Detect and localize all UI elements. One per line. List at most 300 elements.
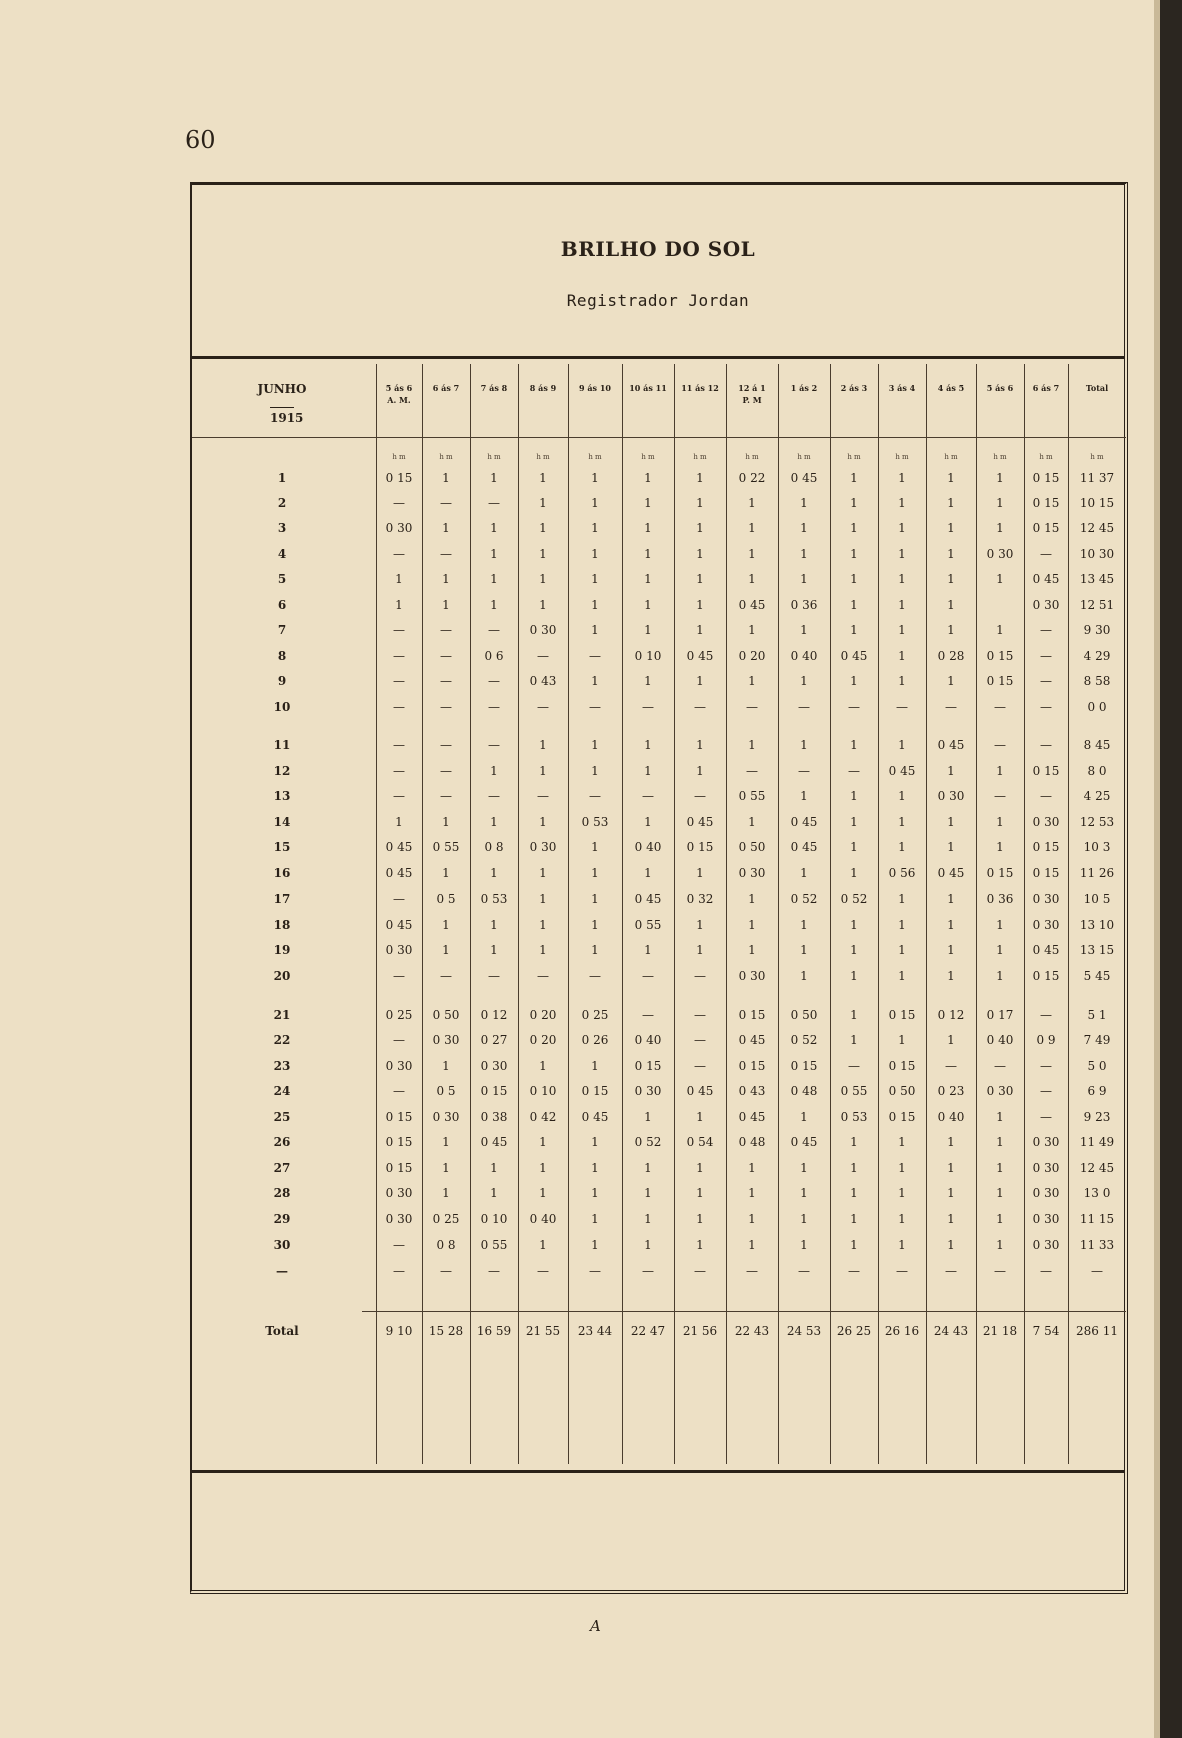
table-cell: 0 30 (385, 521, 413, 535)
table-cell: — (537, 649, 549, 663)
table-cell: 0 32 (686, 892, 714, 906)
table-cell: 1 (947, 674, 955, 688)
table-cell: 1 (996, 969, 1004, 983)
table-cell: 0 40 (937, 1110, 965, 1124)
table-cell: 1 (591, 1059, 599, 1073)
table-cell: — (994, 738, 1006, 752)
table-cell: 1 (490, 943, 498, 957)
table-cell: — (945, 1059, 957, 1073)
table-cell: 5 1 (1087, 1008, 1107, 1022)
table-cell: — (642, 1264, 654, 1278)
table-cell: 0 45 (937, 866, 965, 880)
table-cell: 0 12 (480, 1008, 508, 1022)
table-cell: 1 (850, 547, 858, 561)
table-cell: 1 (996, 471, 1004, 485)
table-cell: 1 (996, 1186, 1004, 1200)
column-header-15: Total (1085, 383, 1109, 393)
table-cell: — (694, 1264, 706, 1278)
table-frame (190, 182, 1128, 1594)
table-cell: 1 (850, 1186, 858, 1200)
table-cell: 1 (800, 1110, 808, 1124)
table-cell: — (440, 547, 452, 561)
table-cell: 0 0 (1087, 700, 1107, 714)
table-cell: 0 15 (385, 1135, 413, 1149)
column-header-2: 6 ás 7 (432, 383, 460, 393)
table-cell: 1 (748, 674, 756, 688)
column-header-9: 1 ás 2 (790, 383, 818, 393)
total-cell: 9 10 (385, 1324, 413, 1338)
table-cell: — (537, 969, 549, 983)
table-cell: 1 (539, 866, 547, 880)
table-cell: 1 (696, 521, 704, 535)
table-cell: 0 45 (937, 738, 965, 752)
year-label: 1915 (270, 407, 294, 426)
table-cell: 1 (850, 969, 858, 983)
unit-label: h m (1090, 453, 1104, 461)
table-cell: 1 (898, 1212, 906, 1226)
table-cell: 1 (748, 1161, 756, 1175)
table-cell: — (393, 496, 405, 510)
table-cell: 1 (591, 943, 599, 957)
table-cell: 0 45 (1032, 943, 1060, 957)
table-cell: 0 30 (1032, 1161, 1060, 1175)
table-cell: 1 (996, 918, 1004, 932)
table-cell: — (488, 1264, 500, 1278)
table-cell: 0 42 (529, 1110, 557, 1124)
table-cell: 1 (644, 1238, 652, 1252)
table-cell: 0 45 (840, 649, 868, 663)
table-cell: 1 (996, 840, 1004, 854)
table-cell: — (694, 969, 706, 983)
table-cell: 1 (947, 918, 955, 932)
table-cell: 1 (442, 1161, 450, 1175)
table-cell: 1 (947, 572, 955, 586)
table-cell: 1 (644, 496, 652, 510)
table-cell: 0 52 (840, 892, 868, 906)
table-cell: 1 (696, 496, 704, 510)
table-cell: 6 9 (1087, 1084, 1107, 1098)
month-label: JUNHO (257, 382, 307, 396)
table-cell: 1 (800, 547, 808, 561)
table-cell: 11 49 (1079, 1135, 1115, 1149)
table-cell: 1 (442, 1186, 450, 1200)
table-cell: 1 (947, 1033, 955, 1047)
table-cell: 1 (644, 471, 652, 485)
table-cell: 1 (748, 1212, 756, 1226)
table-cell: 0 30 (634, 1084, 662, 1098)
table-cell: 8 0 (1087, 764, 1107, 778)
table-cell: — (393, 547, 405, 561)
table-cell: 1 (490, 598, 498, 612)
table-cell: — (694, 789, 706, 803)
table-cell: — (642, 789, 654, 803)
table-cell: 1 (898, 471, 906, 485)
table-cell: 1 (800, 789, 808, 803)
day-label: 10 (273, 700, 291, 714)
table-cell: — (798, 764, 810, 778)
table-cell: 13 15 (1079, 943, 1115, 957)
table-cell: — (589, 789, 601, 803)
table-cell: 1 (539, 598, 547, 612)
table-cell: 0 22 (738, 471, 766, 485)
table-cell: 1 (644, 572, 652, 586)
table-cell: 1 (696, 1110, 704, 1124)
table-cell: 0 45 (888, 764, 916, 778)
day-label: 1 (277, 471, 287, 485)
table-cell: 0 52 (634, 1135, 662, 1149)
table-cell: 1 (947, 623, 955, 637)
table-cell: — (488, 496, 500, 510)
table-cell: 1 (996, 764, 1004, 778)
table-cell: 0 27 (480, 1033, 508, 1047)
table-cell: — (994, 1264, 1006, 1278)
table-cell: 0 45 (738, 1033, 766, 1047)
table-cell: 12 51 (1079, 598, 1115, 612)
table-cell: 0 15 (1032, 521, 1060, 535)
table-cell: 1 (748, 496, 756, 510)
day-label: 7 (277, 623, 287, 637)
table-cell: 1 (644, 738, 652, 752)
table-cell: 0 15 (738, 1008, 766, 1022)
table-cell: 1 (539, 815, 547, 829)
table-cell: 1 (850, 598, 858, 612)
table-cell: — (896, 700, 908, 714)
table-cell: — (848, 1059, 860, 1073)
table-cell: 1 (644, 764, 652, 778)
table-cell: 1 (490, 547, 498, 561)
table-cell: — (393, 892, 405, 906)
table-cell: 1 (591, 623, 599, 637)
table-cell: 0 15 (888, 1008, 916, 1022)
table-cell: 0 43 (529, 674, 557, 688)
day-label: 15 (273, 840, 291, 854)
total-cell: 23 44 (577, 1324, 613, 1338)
table-cell: 0 15 (986, 866, 1014, 880)
table-cell: 1 (696, 674, 704, 688)
day-label: 24 (273, 1084, 291, 1098)
table-cell: 1 (800, 1161, 808, 1175)
table-cell: 1 (591, 471, 599, 485)
table-cell: 0 45 (686, 649, 714, 663)
table-cell: 1 (800, 496, 808, 510)
table-cell: 1 (996, 496, 1004, 510)
table-cell: 7 49 (1083, 1033, 1111, 1047)
table-cell: 4 29 (1083, 649, 1111, 663)
table-cell: 1 (996, 623, 1004, 637)
table-cell: 0 30 (986, 1084, 1014, 1098)
table-cell: 1 (442, 918, 450, 932)
table-cell: 0 30 (385, 1059, 413, 1073)
table-cell: — (1040, 1264, 1052, 1278)
table-cell: 10 3 (1083, 840, 1111, 854)
table-cell: — (896, 1264, 908, 1278)
table-cell: 1 (850, 1033, 858, 1047)
table-cell: 1 (748, 738, 756, 752)
table-cell: — (848, 700, 860, 714)
table-cell: 1 (850, 815, 858, 829)
table-cell: — (393, 1264, 405, 1278)
total-cell: 22 43 (734, 1324, 770, 1338)
table-cell: 0 25 (385, 1008, 413, 1022)
table-cell: 1 (748, 1186, 756, 1200)
column-header-1: 5 ás 6 (385, 383, 413, 393)
sunshine-table (192, 185, 1128, 1465)
table-cell: 0 10 (634, 649, 662, 663)
table-cell: 0 45 (634, 892, 662, 906)
table-cell: 1 (591, 866, 599, 880)
table-cell: 1 (644, 547, 652, 561)
table-cell: 1 (947, 815, 955, 829)
table-cell: 1 (947, 547, 955, 561)
table-cell: 0 15 (888, 1059, 916, 1073)
page-subtitle: Registrador Jordan (566, 291, 750, 310)
table-cell: 1 (947, 1212, 955, 1226)
table-cell: 1 (696, 547, 704, 561)
table-cell: 1 (947, 943, 955, 957)
table-cell: 0 15 (1032, 969, 1060, 983)
table-cell: 10 30 (1079, 547, 1115, 561)
page-title: BRILHO DO SOL (560, 237, 756, 261)
table-cell: 0 30 (385, 943, 413, 957)
day-label: 3 (277, 521, 287, 535)
table-cell: 0 53 (581, 815, 609, 829)
table-cell: — (537, 1264, 549, 1278)
table-cell: 0 30 (738, 969, 766, 983)
table-cell: 0 45 (385, 918, 413, 932)
table-cell: 0 15 (581, 1084, 609, 1098)
table-cell: — (440, 674, 452, 688)
table-cell: 1 (800, 1212, 808, 1226)
table-cell: 0 53 (840, 1110, 868, 1124)
table-cell: 1 (898, 521, 906, 535)
table-cell: 1 (850, 943, 858, 957)
table-cell: 1 (539, 1059, 547, 1073)
table-cell: 1 (591, 1161, 599, 1175)
table-cell: 1 (539, 547, 547, 561)
table-cell: — (393, 969, 405, 983)
table-cell: — (1040, 1110, 1052, 1124)
table-cell: 0 30 (937, 789, 965, 803)
table-cell: 1 (898, 789, 906, 803)
table-cell: 1 (539, 943, 547, 957)
table-cell: 0 30 (385, 1186, 413, 1200)
table-cell: 1 (442, 815, 450, 829)
table-cell: 1 (490, 866, 498, 880)
table-cell: — (1040, 1084, 1052, 1098)
table-cell: 0 30 (1032, 1135, 1060, 1149)
table-cell: 0 30 (986, 547, 1014, 561)
table-cell: 1 (800, 521, 808, 535)
table-cell: 1 (850, 1238, 858, 1252)
table-cell: 0 15 (790, 1059, 818, 1073)
table-cell: 1 (850, 866, 858, 880)
table-cell: 1 (591, 572, 599, 586)
table-cell: 1 (696, 623, 704, 637)
table-cell: 0 30 (1032, 1238, 1060, 1252)
table-cell: 0 50 (738, 840, 766, 854)
day-label: 18 (273, 918, 291, 932)
table-cell: 0 30 (480, 1059, 508, 1073)
table-cell: 1 (748, 918, 756, 932)
table-cell: 1 (644, 1186, 652, 1200)
table-cell: — (589, 969, 601, 983)
table-cell: 1 (395, 598, 403, 612)
day-label: 5 (277, 572, 287, 586)
total-cell: 15 28 (428, 1324, 464, 1338)
table-cell: 1 (996, 521, 1004, 535)
table-cell: 0 40 (634, 840, 662, 854)
day-label: 22 (273, 1033, 291, 1047)
table-cell: 1 (539, 521, 547, 535)
table-cell: 1 (644, 598, 652, 612)
table-cell: 1 (442, 572, 450, 586)
table-cell: 1 (898, 943, 906, 957)
table-cell: 0 55 (738, 789, 766, 803)
table-cell: — (589, 1264, 601, 1278)
table-cell: 1 (947, 598, 955, 612)
column-header-sub-1: A. M. (387, 395, 411, 405)
table-cell: — (1040, 738, 1052, 752)
column-header-4: 8 ás 9 (529, 383, 557, 393)
column-header-6: 10 ás 11 (629, 383, 667, 393)
table-cell: — (1091, 1264, 1103, 1278)
table-cell: 1 (898, 815, 906, 829)
unit-label: h m (895, 453, 909, 461)
table-cell: 1 (696, 738, 704, 752)
day-label: 28 (273, 1186, 291, 1200)
table-cell: — (642, 1008, 654, 1022)
row-divider (192, 437, 1126, 438)
table-cell: 1 (850, 623, 858, 637)
table-cell: — (440, 789, 452, 803)
table-cell: 1 (748, 1238, 756, 1252)
table-cell: 1 (748, 623, 756, 637)
table-cell: 10 15 (1079, 496, 1115, 510)
table-cell: 1 (490, 764, 498, 778)
table-cell: 0 45 (385, 866, 413, 880)
table-cell: 1 (696, 1238, 704, 1252)
table-cell: — (440, 623, 452, 637)
table-cell: 0 6 (484, 649, 504, 663)
table-cell: 1 (850, 496, 858, 510)
table-cell: 8 58 (1083, 674, 1111, 688)
table-cell: — (488, 738, 500, 752)
table-cell: — (393, 1033, 405, 1047)
table-cell: 1 (696, 1186, 704, 1200)
table-cell: 0 30 (1032, 1212, 1060, 1226)
table-cell: — (589, 700, 601, 714)
table-cell: 1 (947, 764, 955, 778)
table-cell: 1 (644, 674, 652, 688)
table-cell: 9 30 (1083, 623, 1111, 637)
table-cell: 1 (800, 943, 808, 957)
table-cell: 1 (800, 969, 808, 983)
table-cell: 1 (850, 1135, 858, 1149)
table-cell: — (798, 700, 810, 714)
table-cell: 0 45 (581, 1110, 609, 1124)
table-cell: — (642, 700, 654, 714)
table-cell: 1 (442, 1135, 450, 1149)
table-cell: — (1040, 1059, 1052, 1073)
table-cell: 1 (947, 969, 955, 983)
table-cell: 1 (644, 815, 652, 829)
table-cell: 0 40 (790, 649, 818, 663)
table-cell: 1 (395, 815, 403, 829)
table-cell: 0 10 (480, 1212, 508, 1226)
table-cell: 0 25 (581, 1008, 609, 1022)
table-cell: — (393, 764, 405, 778)
table-cell: — (694, 700, 706, 714)
table-cell: 1 (800, 738, 808, 752)
table-cell: 0 30 (432, 1110, 460, 1124)
table-cell: 0 15 (1032, 764, 1060, 778)
table-cell: 0 10 (529, 1084, 557, 1098)
table-cell: 11 15 (1079, 1212, 1115, 1226)
table-cell: 0 15 (738, 1059, 766, 1073)
unit-label: h m (392, 453, 406, 461)
day-label: 20 (273, 969, 291, 983)
day-label: 2 (277, 496, 287, 510)
day-label: 29 (273, 1212, 291, 1226)
table-cell: 1 (591, 1212, 599, 1226)
table-cell: 1 (490, 1186, 498, 1200)
table-cell: — (393, 789, 405, 803)
table-cell: 0 28 (937, 649, 965, 663)
table-cell: 0 43 (738, 1084, 766, 1098)
table-cell: 0 15 (385, 1161, 413, 1175)
table-cell: — (393, 1084, 405, 1098)
table-cell: 0 15 (634, 1059, 662, 1073)
table-cell: — (440, 700, 452, 714)
table-cell: 1 (696, 598, 704, 612)
table-cell: 0 15 (986, 674, 1014, 688)
table-cell: — (440, 649, 452, 663)
column-header-7: 11 ás 12 (681, 383, 719, 393)
unit-label: h m (847, 453, 861, 461)
table-cell: 1 (591, 892, 599, 906)
table-cell: 1 (591, 840, 599, 854)
table-cell: 1 (539, 572, 547, 586)
table-cell: 1 (442, 943, 450, 957)
table-cell: 1 (996, 1161, 1004, 1175)
total-cell: 21 18 (982, 1324, 1018, 1338)
table-cell: 0 30 (1032, 892, 1060, 906)
table-cell: 0 15 (385, 471, 413, 485)
table-cell: 1 (996, 1135, 1004, 1149)
table-cell: 1 (850, 738, 858, 752)
table-cell: — (488, 674, 500, 688)
table-cell: 0 50 (888, 1084, 916, 1098)
unit-label: h m (641, 453, 655, 461)
table-cell: 0 30 (1032, 815, 1060, 829)
table-cell: 0 30 (432, 1033, 460, 1047)
day-label: 30 (273, 1238, 291, 1252)
table-cell: 0 54 (686, 1135, 714, 1149)
table-cell: 1 (442, 521, 450, 535)
table-cell: 1 (591, 674, 599, 688)
table-cell: 13 0 (1083, 1186, 1111, 1200)
table-cell: 1 (696, 866, 704, 880)
table-cell: 0 9 (1036, 1033, 1056, 1047)
table-cell: 1 (748, 521, 756, 535)
table-cell: 11 33 (1079, 1238, 1115, 1252)
table-cell: 0 52 (790, 892, 818, 906)
table-cell: 0 30 (1032, 1186, 1060, 1200)
table-cell: — (393, 674, 405, 688)
row-divider (362, 1311, 1126, 1312)
unit-label: h m (944, 453, 958, 461)
table-cell: 1 (591, 1238, 599, 1252)
